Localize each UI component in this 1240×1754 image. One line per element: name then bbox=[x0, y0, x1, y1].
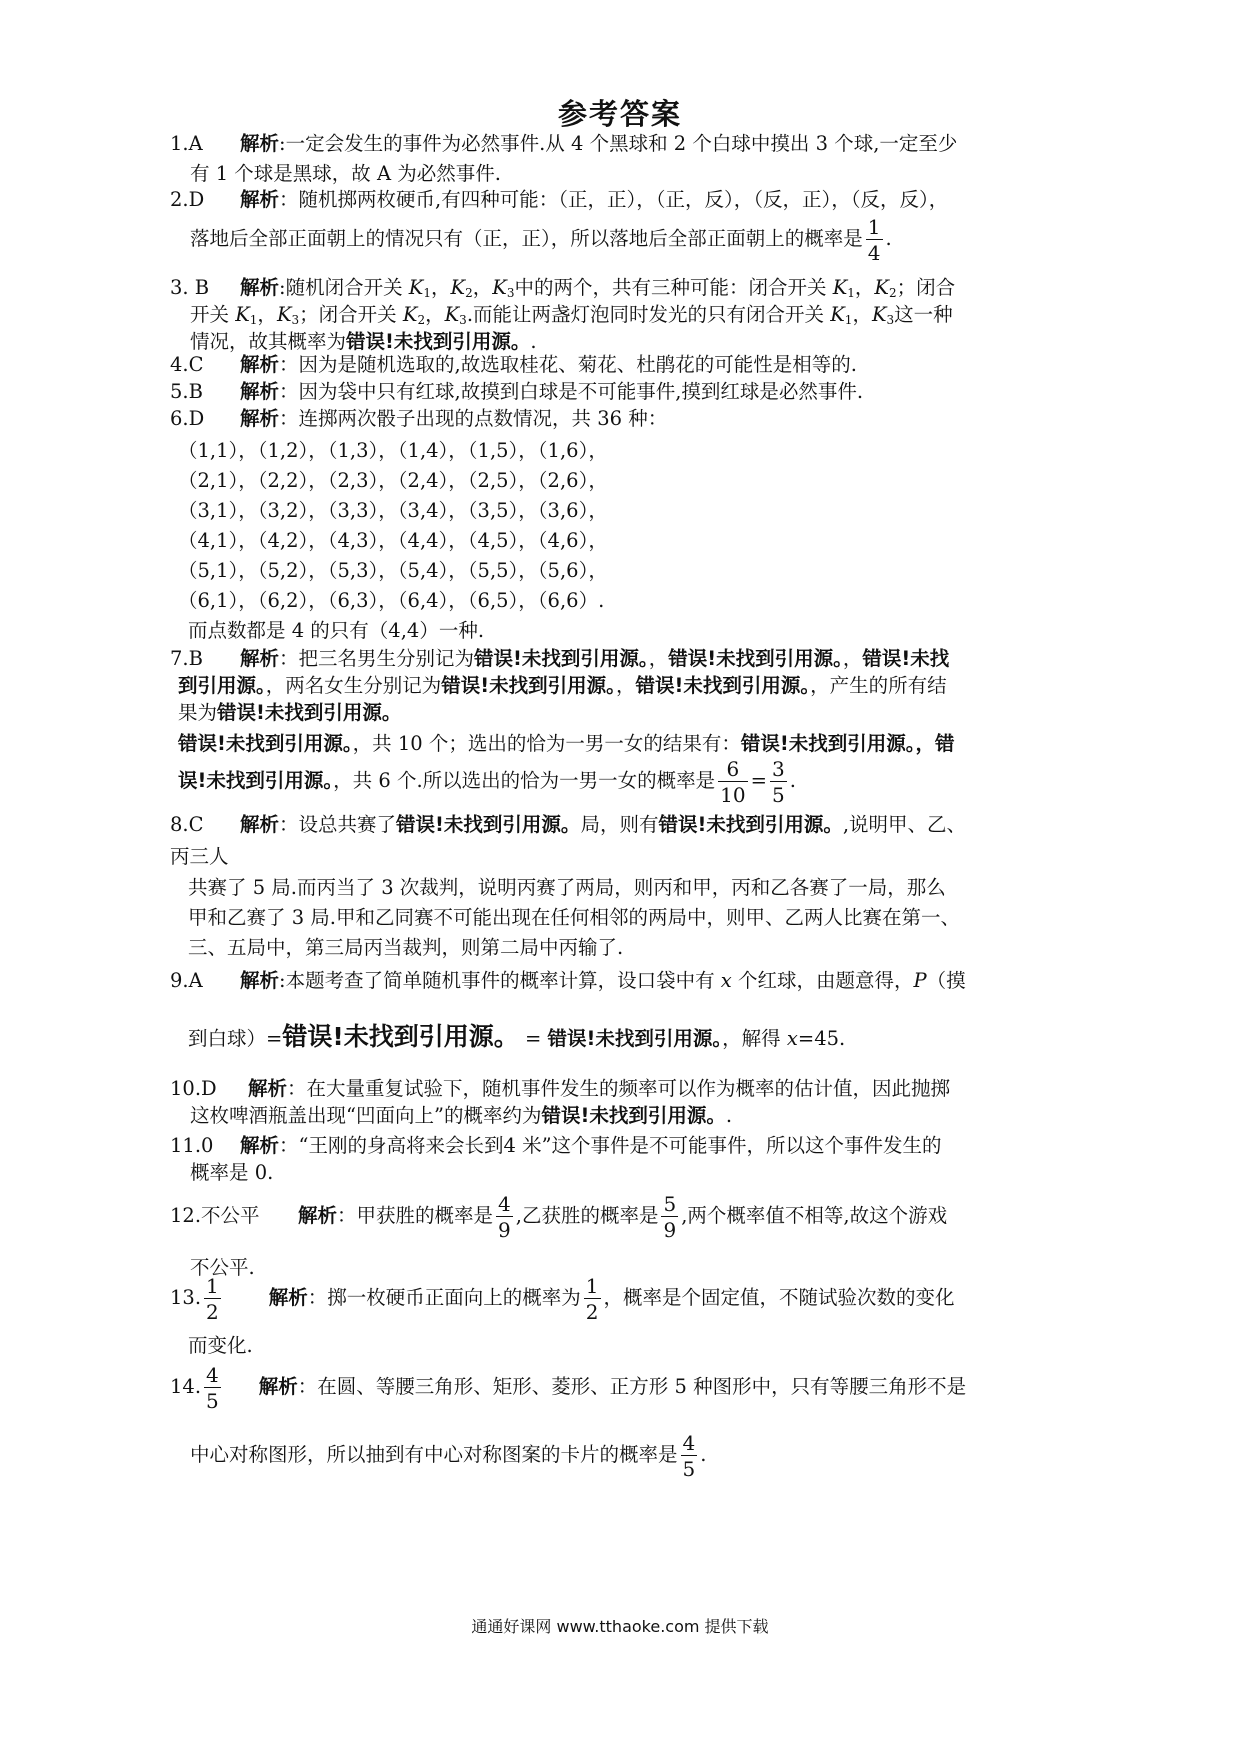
dice-outcomes-row: （6,1），（6,2），（6,3），（6,4），（6,5），（6,6）. bbox=[178, 589, 605, 612]
answer-5-line-1: 5.B 解析：因为袋中只有红球,故摸到白球是不可能事件,摸到红球是必然事件. bbox=[170, 380, 864, 403]
answer-7-line-5: 误!未找到引用源。，共 6 个.所以选出的恰为一男一女的概率是 $\frac{6}{10}$ = $\frac{3}{5}$ . bbox=[178, 756, 796, 807]
answer-9-line-2: 到白球）=错误!未找到引用源。 = 错误!未找到引用源。，解得 x=45. bbox=[188, 1022, 846, 1051]
reference-error: 误!未找到引用源。 bbox=[178, 769, 334, 792]
answer-3-line-1: 3. B 解析:随机闭合开关 $K_1$，$K_2$，$K_3$中的两个，共有三种可能：闭合开关 $K_1$，$K_2$；闭合 bbox=[170, 276, 956, 300]
answer-2-number: 2.D bbox=[170, 188, 205, 211]
reference-error: 错误!未找到引用源。 bbox=[658, 813, 843, 836]
answer-1-number: 1.A bbox=[170, 132, 203, 155]
reference-error: 错误!未找到引用源。 bbox=[346, 330, 531, 353]
fraction-5-9: $\frac{5}{9}$ bbox=[663, 1191, 677, 1242]
answer-8-line-5: 三、五局中，第三局丙当裁判，则第二局中丙输了. bbox=[188, 936, 624, 959]
analysis-label: 解析 bbox=[240, 380, 280, 403]
dice-outcomes-row: （3,1），（3,2），（3,3），（3,4），（3,5），（3,6）， bbox=[178, 499, 608, 522]
reference-error: 错误!未找到引用源。 bbox=[547, 1027, 723, 1050]
page-footer: 通通好课网 www.tthaoke.com 提供下载 bbox=[471, 1617, 769, 1636]
answer-13-fraction: $\frac{1}{2}$ bbox=[206, 1273, 219, 1324]
numerator: 1 bbox=[867, 214, 881, 239]
answer-14-number: 14. bbox=[170, 1375, 202, 1398]
answer-11-line-2: 概率是 0. bbox=[190, 1161, 274, 1184]
answer-4-line-1: 4.C 解析：因为是随机选取的,故选取桂花、菊花、杜鹃花的可能性是相等的. bbox=[170, 353, 857, 376]
denominator: 4 bbox=[867, 240, 881, 265]
answer-14-line-2: 中心对称图形，所以抽到有中心对称图案的卡片的概率是 $\frac{4}{5}$ . bbox=[190, 1430, 707, 1481]
analysis-label: 解析 bbox=[240, 813, 280, 836]
reference-error: 错误!未找到引用源。 bbox=[474, 647, 649, 670]
answer-8-line-1: 8.C 解析：设总共赛了错误!未找到引用源。局，则有错误!未找到引用源。,说明甲、乙、 bbox=[170, 813, 967, 836]
answer-12-number: 12.不公平 bbox=[170, 1204, 260, 1227]
answer-8-line-2: 丙三人 bbox=[170, 845, 229, 868]
page-title: 参考答案 bbox=[557, 97, 682, 131]
dice-outcomes-row: （5,1），（5,2），（5,3），（5,4），（5,5），（5,6）， bbox=[178, 559, 608, 582]
dice-outcomes-row: （1,1），（1,2），（1,3），（1,4），（1,5），（1,6）， bbox=[178, 439, 608, 462]
answer-1-line-2: 有 1 个球是黑球，故 A 为必然事件. bbox=[190, 162, 501, 185]
answer-7-line-3: 果为错误!未找到引用源。 bbox=[178, 701, 402, 724]
answer-14-fraction: $\frac{4}{5}$ bbox=[206, 1362, 219, 1413]
analysis-label: 解析 bbox=[248, 1077, 288, 1100]
analysis-label: 解析 bbox=[240, 276, 280, 299]
answer-10-number: 10.D bbox=[170, 1077, 217, 1100]
fraction-4-9: $\frac{4}{9}$ bbox=[498, 1191, 511, 1242]
fraction-1-2: $\frac{1}{2}$ bbox=[585, 1273, 599, 1324]
analysis-label: 解析 bbox=[240, 647, 280, 670]
analysis-label: 解析 bbox=[258, 1375, 298, 1398]
reference-error: 错误!未找到引用源。 bbox=[396, 813, 581, 836]
analysis-label: 解析 bbox=[240, 132, 280, 155]
answer-6-number: 6.D bbox=[170, 407, 205, 430]
answer-12-line-2: 不公平. bbox=[190, 1256, 255, 1279]
answer-9-number: 9.A bbox=[170, 969, 203, 992]
fraction-4-5: $\frac{4}{5}$ bbox=[682, 1430, 696, 1481]
answer-3-number: 3. B bbox=[170, 276, 210, 299]
answer-1-line-1 bbox=[170, 131, 957, 157]
answer-7-line-1: 7.B 解析：把三名男生分别记为错误!未找到引用源。，错误!未找到引用源。，错误!未找 bbox=[170, 647, 950, 670]
answer-6-conclusion: 而点数都是 4 的只有（4,4）一种. bbox=[188, 619, 485, 642]
answer-8-line-4: 甲和乙赛了 3 局.甲和乙同赛不可能出现在任何相邻的两局中，则甲、乙两人比赛在第一、 bbox=[188, 906, 961, 929]
answer-8-number: 8.C bbox=[170, 813, 204, 836]
analysis-label: 解析 bbox=[240, 1134, 280, 1157]
reference-error: 错误!未找到引用源。 bbox=[178, 732, 353, 755]
fraction-1-4 bbox=[866, 214, 883, 265]
answer-10-line-2: 这枚啤酒瓶盖出现“凹面向上”的概率约为错误!未找到引用源。. bbox=[190, 1104, 733, 1127]
reference-error: 错误!未找到引用源。 bbox=[541, 1104, 726, 1127]
answer-4-number: 4.C bbox=[170, 353, 204, 376]
answer-3-line-3: 情况，故其概率为错误!未找到引用源。. bbox=[190, 330, 537, 353]
answer-7-number: 7.B bbox=[170, 647, 203, 670]
answer-14-line-1: 14. $\frac{4}{5}$ 解析：在圆、等腰三角形、矩形、菱形、正方形 5 种图形中，只有等腰三角形不是 bbox=[170, 1362, 967, 1413]
answer-11-number: 11.0 bbox=[170, 1134, 214, 1157]
answer-11-line-1: 11.0 解析：“王刚的身高将来会长到4 米”这个事件是不可能事件，所以这个事件发生的 bbox=[170, 1134, 942, 1157]
answer-5-number: 5.B bbox=[170, 380, 203, 403]
answer-7-line-2: 到引用源。，两名女生分别记为错误!未找到引用源。，错误!未找到引用源。，产生的所有结 bbox=[178, 674, 947, 697]
fraction-6-10: $\frac{6}{10}$ bbox=[720, 756, 746, 807]
reference-error: 错误!未找到引用源。 bbox=[282, 1022, 519, 1051]
answer-7-line-4: 错误!未找到引用源。，共 10 个；选出的恰为一男一女的结果有：错误!未找到引用源。，错 bbox=[178, 732, 955, 755]
answer-2-line-1 bbox=[170, 187, 948, 213]
answer-8-line-3: 共赛了 5 局.而丙当了 3 次裁判，说明丙赛了两局，则丙和甲，丙和乙各赛了一局，那么 bbox=[188, 876, 946, 899]
answer-2-line-2: 落地后全部正面朝上的情况只有（正，正），所以落地后全部正面朝上的概率是 $\frac{1}{4}$ . bbox=[190, 214, 892, 265]
reference-error: 到引用源。 bbox=[178, 674, 266, 697]
dice-outcomes-row: （2,1），（2,2），（2,3），（2,4），（2,5），（2,6）， bbox=[178, 469, 608, 492]
answer-3-line-2: 开关 $K_1$，$K_3$；闭合开关 $K_2$，$K_3$.而能让两盏灯泡同时发光的只有闭合开关 $K_1$，$K_3$这一种 bbox=[190, 303, 953, 327]
analysis-label: 解析 bbox=[240, 188, 280, 211]
reference-error: 错误!未找到引用源。 bbox=[668, 647, 843, 670]
analysis-label: 解析 bbox=[298, 1204, 338, 1227]
analysis-label: 解析 bbox=[268, 1286, 308, 1309]
reference-error: ，错 bbox=[915, 732, 955, 755]
reference-error: 错误!未找到引用源。 bbox=[441, 674, 616, 697]
reference-error: 错误!未找到引用源。 bbox=[217, 701, 402, 724]
reference-error: 错误!未找到引用源。 bbox=[635, 674, 811, 697]
dice-outcomes-row: （4,1），（4,2），（4,3），（4,4），（4,5），（4,6）， bbox=[178, 529, 608, 552]
answer-13-line-2: 而变化. bbox=[188, 1334, 253, 1357]
answer-1-text: :一定会发生的事件为必然事件.从 4 个黑球和 2 个白球中摸出 3 个球,一定至少 bbox=[279, 132, 958, 155]
answer-9-line-1: 9.A 解析:本题考查了简单随机事件的概率计算，设口袋中有 x 个红球，由题意得，P（摸 bbox=[170, 969, 966, 992]
answer-13-line-1: 13. $\frac{1}{2}$ 解析：掷一枚硬币正面向上的概率为 $\frac{1}{2}$ ，概率是个固定值，不随试验次数的变化 bbox=[170, 1273, 955, 1324]
answer-13-number: 13. bbox=[170, 1286, 202, 1309]
answer-2-text: ：随机掷两枚硬币,有四种可能：（正，正），（正，反），（反，正），（反，反）， bbox=[279, 188, 949, 211]
reference-error: 错误!未找到引用源。 bbox=[740, 732, 916, 755]
answer-2-text-2: 落地后全部正面朝上的情况只有（正，正），所以落地后全部正面朝上的概率是 bbox=[190, 227, 863, 250]
analysis-label: 解析 bbox=[240, 969, 280, 992]
answer-12-line-1: 12.不公平 解析：甲获胜的概率是 $\frac{4}{9}$ ,乙获胜的概率是 $\frac{5}{9}$ ,两个概率值不相等,故这个游戏 bbox=[170, 1191, 948, 1242]
answer-6-line-1: 6.D 解析：连掷两次骰子出现的点数情况，共 36 种： bbox=[170, 407, 668, 430]
analysis-label: 解析 bbox=[240, 353, 280, 376]
analysis-label: 解析 bbox=[240, 407, 280, 430]
reference-error: 错误!未找 bbox=[862, 647, 950, 670]
fraction-3-5: $\frac{3}{5}$ bbox=[771, 756, 785, 807]
answer-10-line-1: 10.D 解析：在大量重复试验下，随机事件发生的频率可以作为概率的估计值，因此抛掷 bbox=[170, 1077, 951, 1100]
